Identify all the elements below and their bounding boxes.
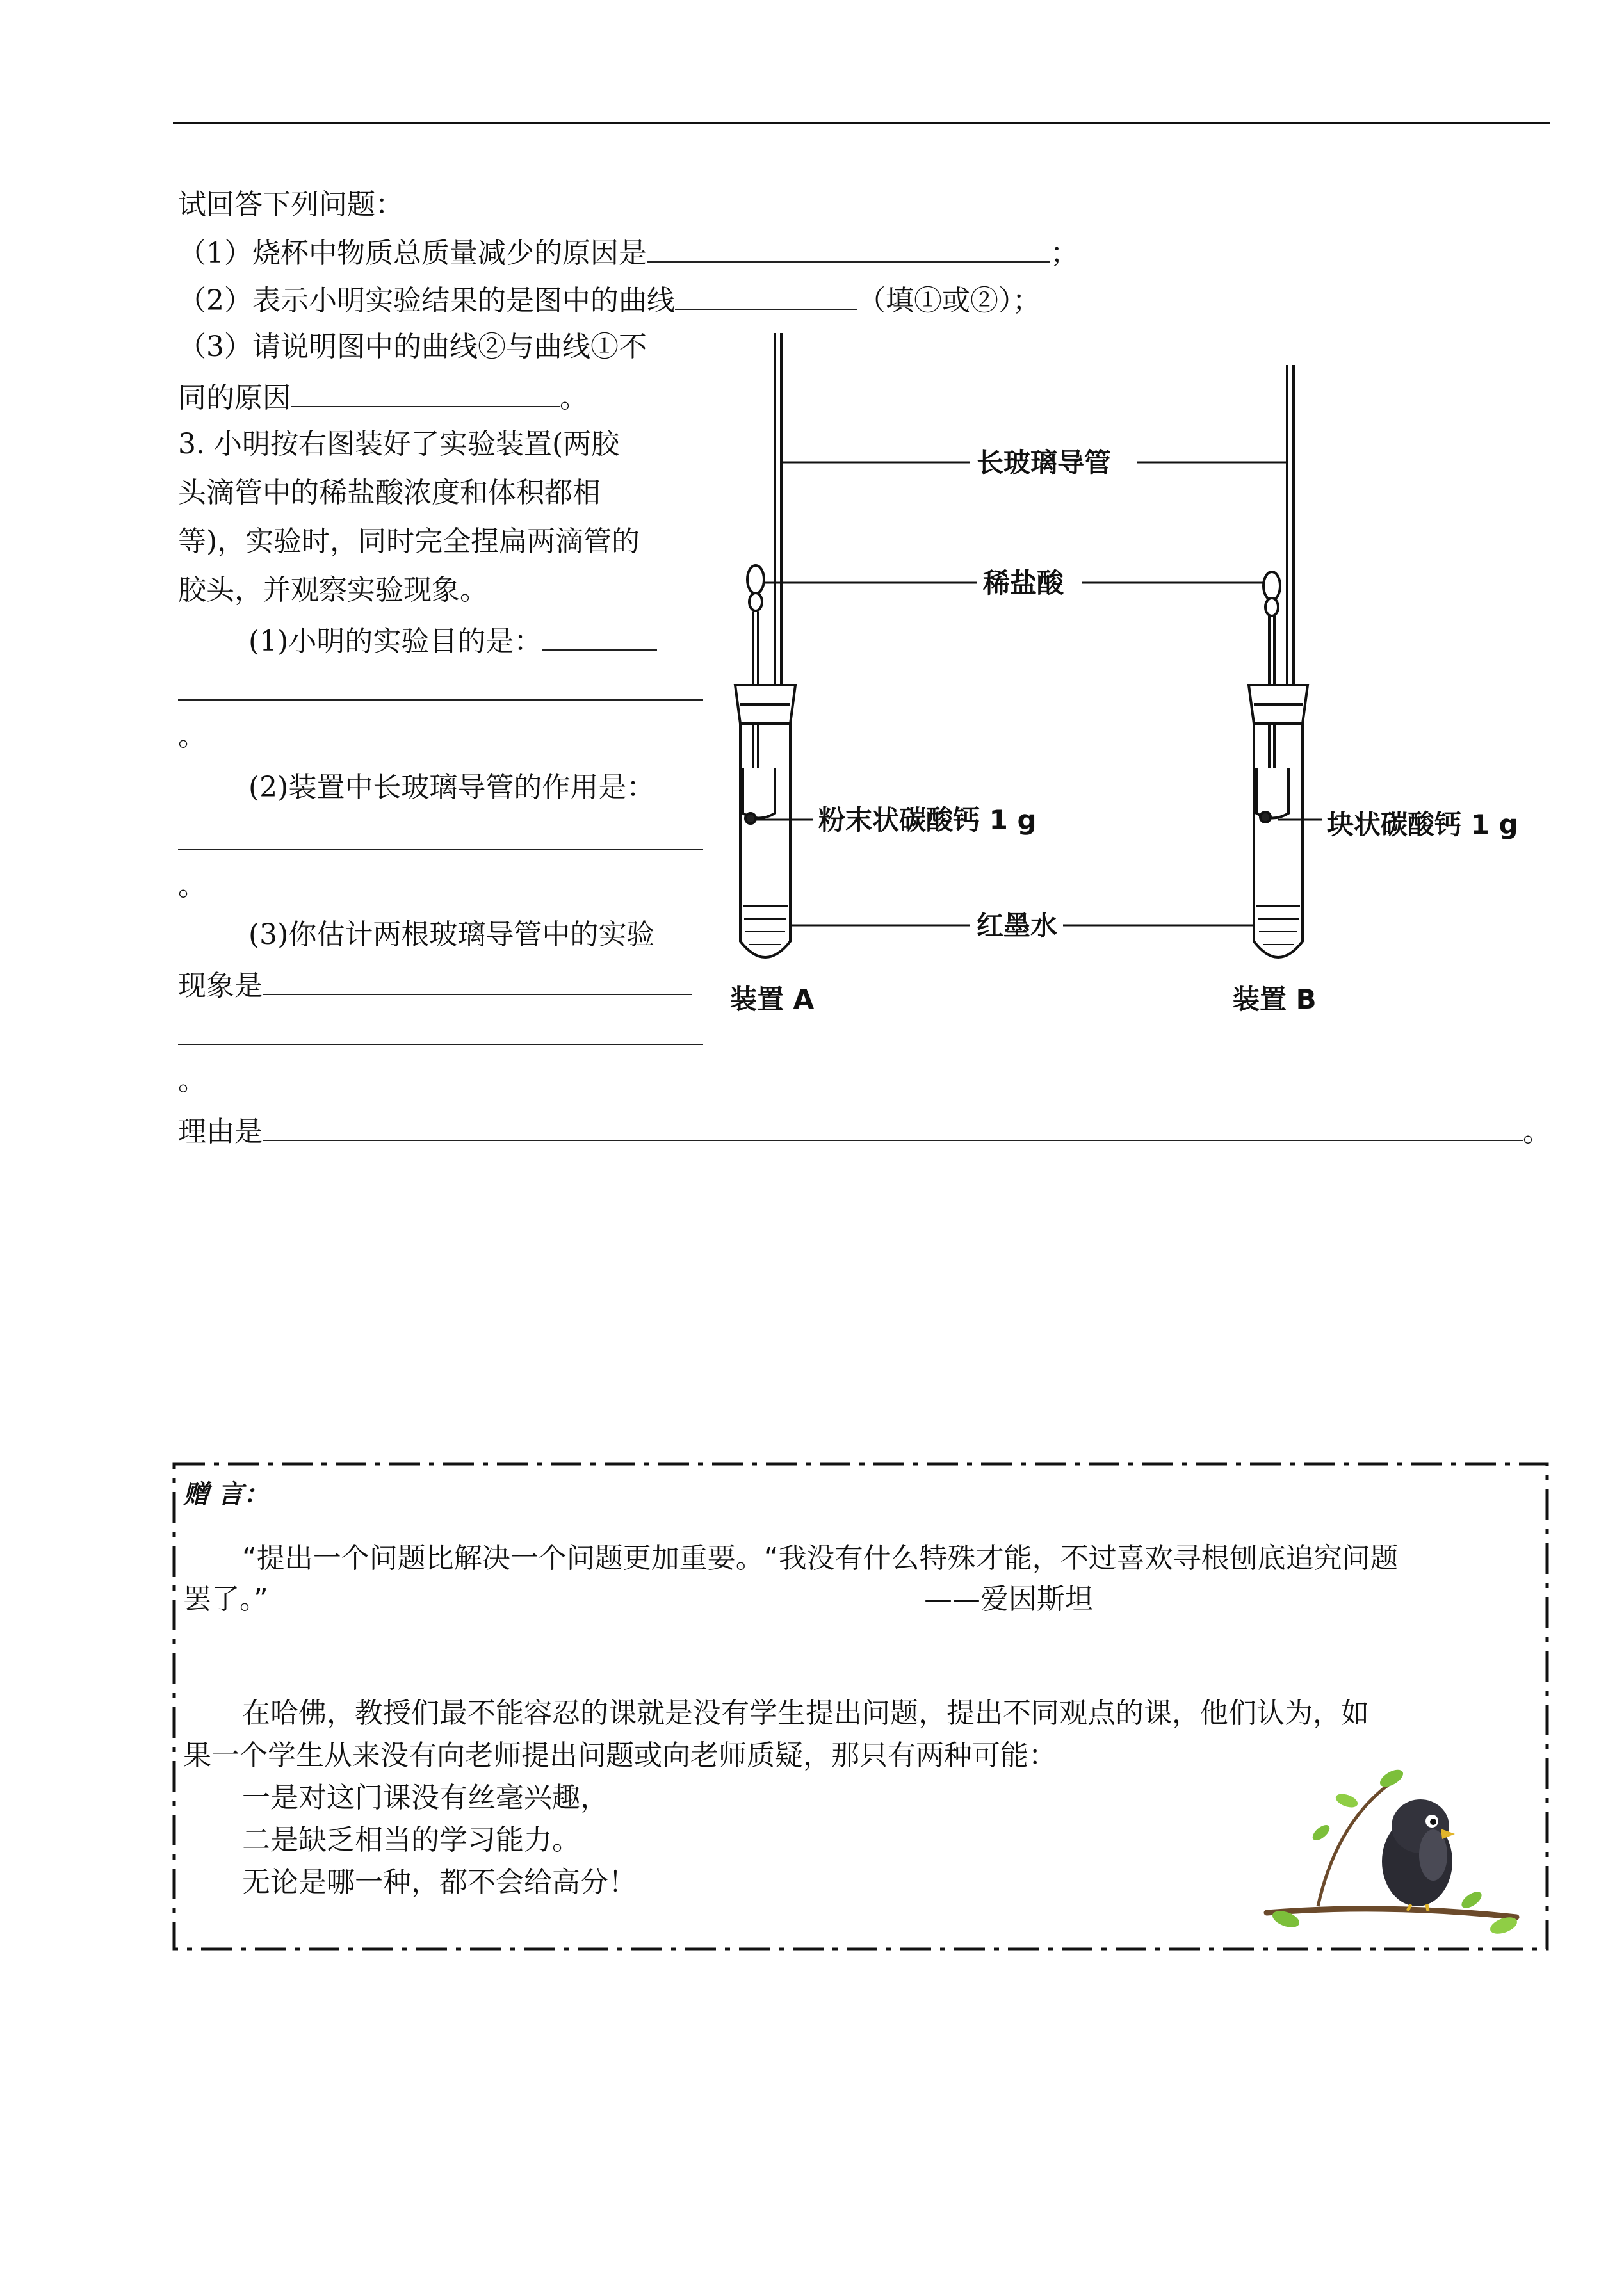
- reason-line: [178, 1110, 1551, 1151]
- label-apparatus-b: 装置 B: [1233, 984, 1317, 1015]
- apparatus-a: [735, 333, 795, 957]
- sub-question-2: [178, 768, 654, 807]
- sub-question-3-text: (3)你估计两根玻璃导管中的实验: [248, 918, 655, 951]
- answer-line-4[interactable]: [178, 699, 703, 701]
- label-powder-caco3: 粉末状碳酸钙 1 g: [818, 804, 1037, 836]
- question-3-line-2: [178, 377, 588, 418]
- sub-question-2-end: 。: [178, 870, 206, 902]
- sub-question-3-line-2: [178, 964, 692, 1005]
- label-dilute-hcl: 稀盐酸: [983, 567, 1064, 599]
- apparatus-b: [1249, 365, 1308, 957]
- label-apparatus-a: 装置 A: [730, 984, 815, 1015]
- label-red-ink: 红墨水: [977, 910, 1058, 941]
- question-3-line-1: （3）请说明图中的曲线②与曲线①不: [178, 330, 647, 363]
- answer-blank-6[interactable]: [263, 964, 692, 995]
- motto-box: [172, 1461, 1550, 1953]
- sub-question-1-end: 。: [178, 720, 206, 752]
- answer-blank-1[interactable]: [647, 232, 1050, 263]
- quote-line-1: “提出一个问题比解决一个问题更加重要。“我没有什么特殊才能，不过喜欢寻根刨底追究问题: [242, 1542, 1399, 1575]
- quote-line-2: 罢了。”: [183, 1583, 268, 1616]
- answer-blank-2[interactable]: [675, 279, 857, 310]
- label-long-glass-tube: 长玻璃导管: [977, 447, 1112, 478]
- sub-question-1: [178, 620, 657, 661]
- header-rule: [173, 122, 1550, 124]
- question-3-text: 同的原因: [178, 382, 291, 414]
- sub-question-1-text: (1)小明的实验目的是：: [248, 625, 542, 658]
- apparatus-figure: [724, 327, 1563, 1037]
- question-2-end: （填①或②）；: [857, 284, 1041, 317]
- harvard-line-2: 果一个学生从来没有向老师提出问题或向老师质疑，那只有两种可能：: [183, 1739, 1057, 1772]
- question-1-text: （1）烧杯中物质总质量减少的原因是: [178, 237, 647, 270]
- answer-blank-3[interactable]: [291, 377, 560, 407]
- sub-question-2-text: (2)装置中长玻璃导管的作用是：: [248, 771, 655, 804]
- question-1-end: ；: [1050, 237, 1078, 270]
- question-2-text: （2）表示小明实验结果的是图中的曲线: [178, 284, 675, 317]
- apparatus-drawing: [724, 327, 1563, 1037]
- sub-question-3-label: 现象是: [178, 969, 263, 1002]
- motto-title: 赠 言：: [183, 1479, 269, 1509]
- problem-3-line-4: 胶头，并观察实验现象。: [178, 574, 488, 606]
- leader-lines: [756, 462, 1322, 925]
- question-2: [178, 279, 1041, 320]
- answer-blank-4[interactable]: [542, 620, 657, 651]
- quote-author: ——爱因斯坦: [924, 1583, 1093, 1616]
- harvard-line-1: 在哈佛，教授们最不能容忍的课就是没有学生提出问题，提出不同观点的课，他们认为，如: [242, 1697, 1369, 1730]
- problem-3-line-2: 头滴管中的稀盐酸浓度和体积都相: [178, 476, 601, 509]
- question-1: [178, 232, 1078, 273]
- sub-question-3-line-1: [178, 916, 654, 954]
- problem-3-line-1: 3. 小明按右图装好了实验装置(两胶: [178, 428, 620, 460]
- label-block-caco3: 块状碳酸钙 1 g: [1327, 809, 1518, 840]
- possibility-1: 一是对这门课没有丝毫兴趣，: [242, 1781, 608, 1814]
- closing-line: 无论是哪一种，都不会给高分！: [242, 1866, 637, 1899]
- intro-text: 试回答下列问题：: [178, 188, 403, 221]
- answer-line-6[interactable]: [178, 1044, 703, 1045]
- bird-on-branch-icon: [1260, 1743, 1529, 1948]
- reason-blank[interactable]: [263, 1110, 1523, 1141]
- problem-3-line-3: 等)，实验时，同时完全捏扁两滴管的: [178, 525, 640, 558]
- sub-question-3-end: 。: [178, 1064, 206, 1097]
- reason-label: 理由是: [178, 1115, 263, 1148]
- possibility-2: 二是缺乏相当的学习能力。: [242, 1824, 580, 1856]
- answer-line-5[interactable]: [178, 849, 703, 850]
- reason-end: 。: [1523, 1115, 1551, 1148]
- question-3-end: 。: [560, 382, 588, 414]
